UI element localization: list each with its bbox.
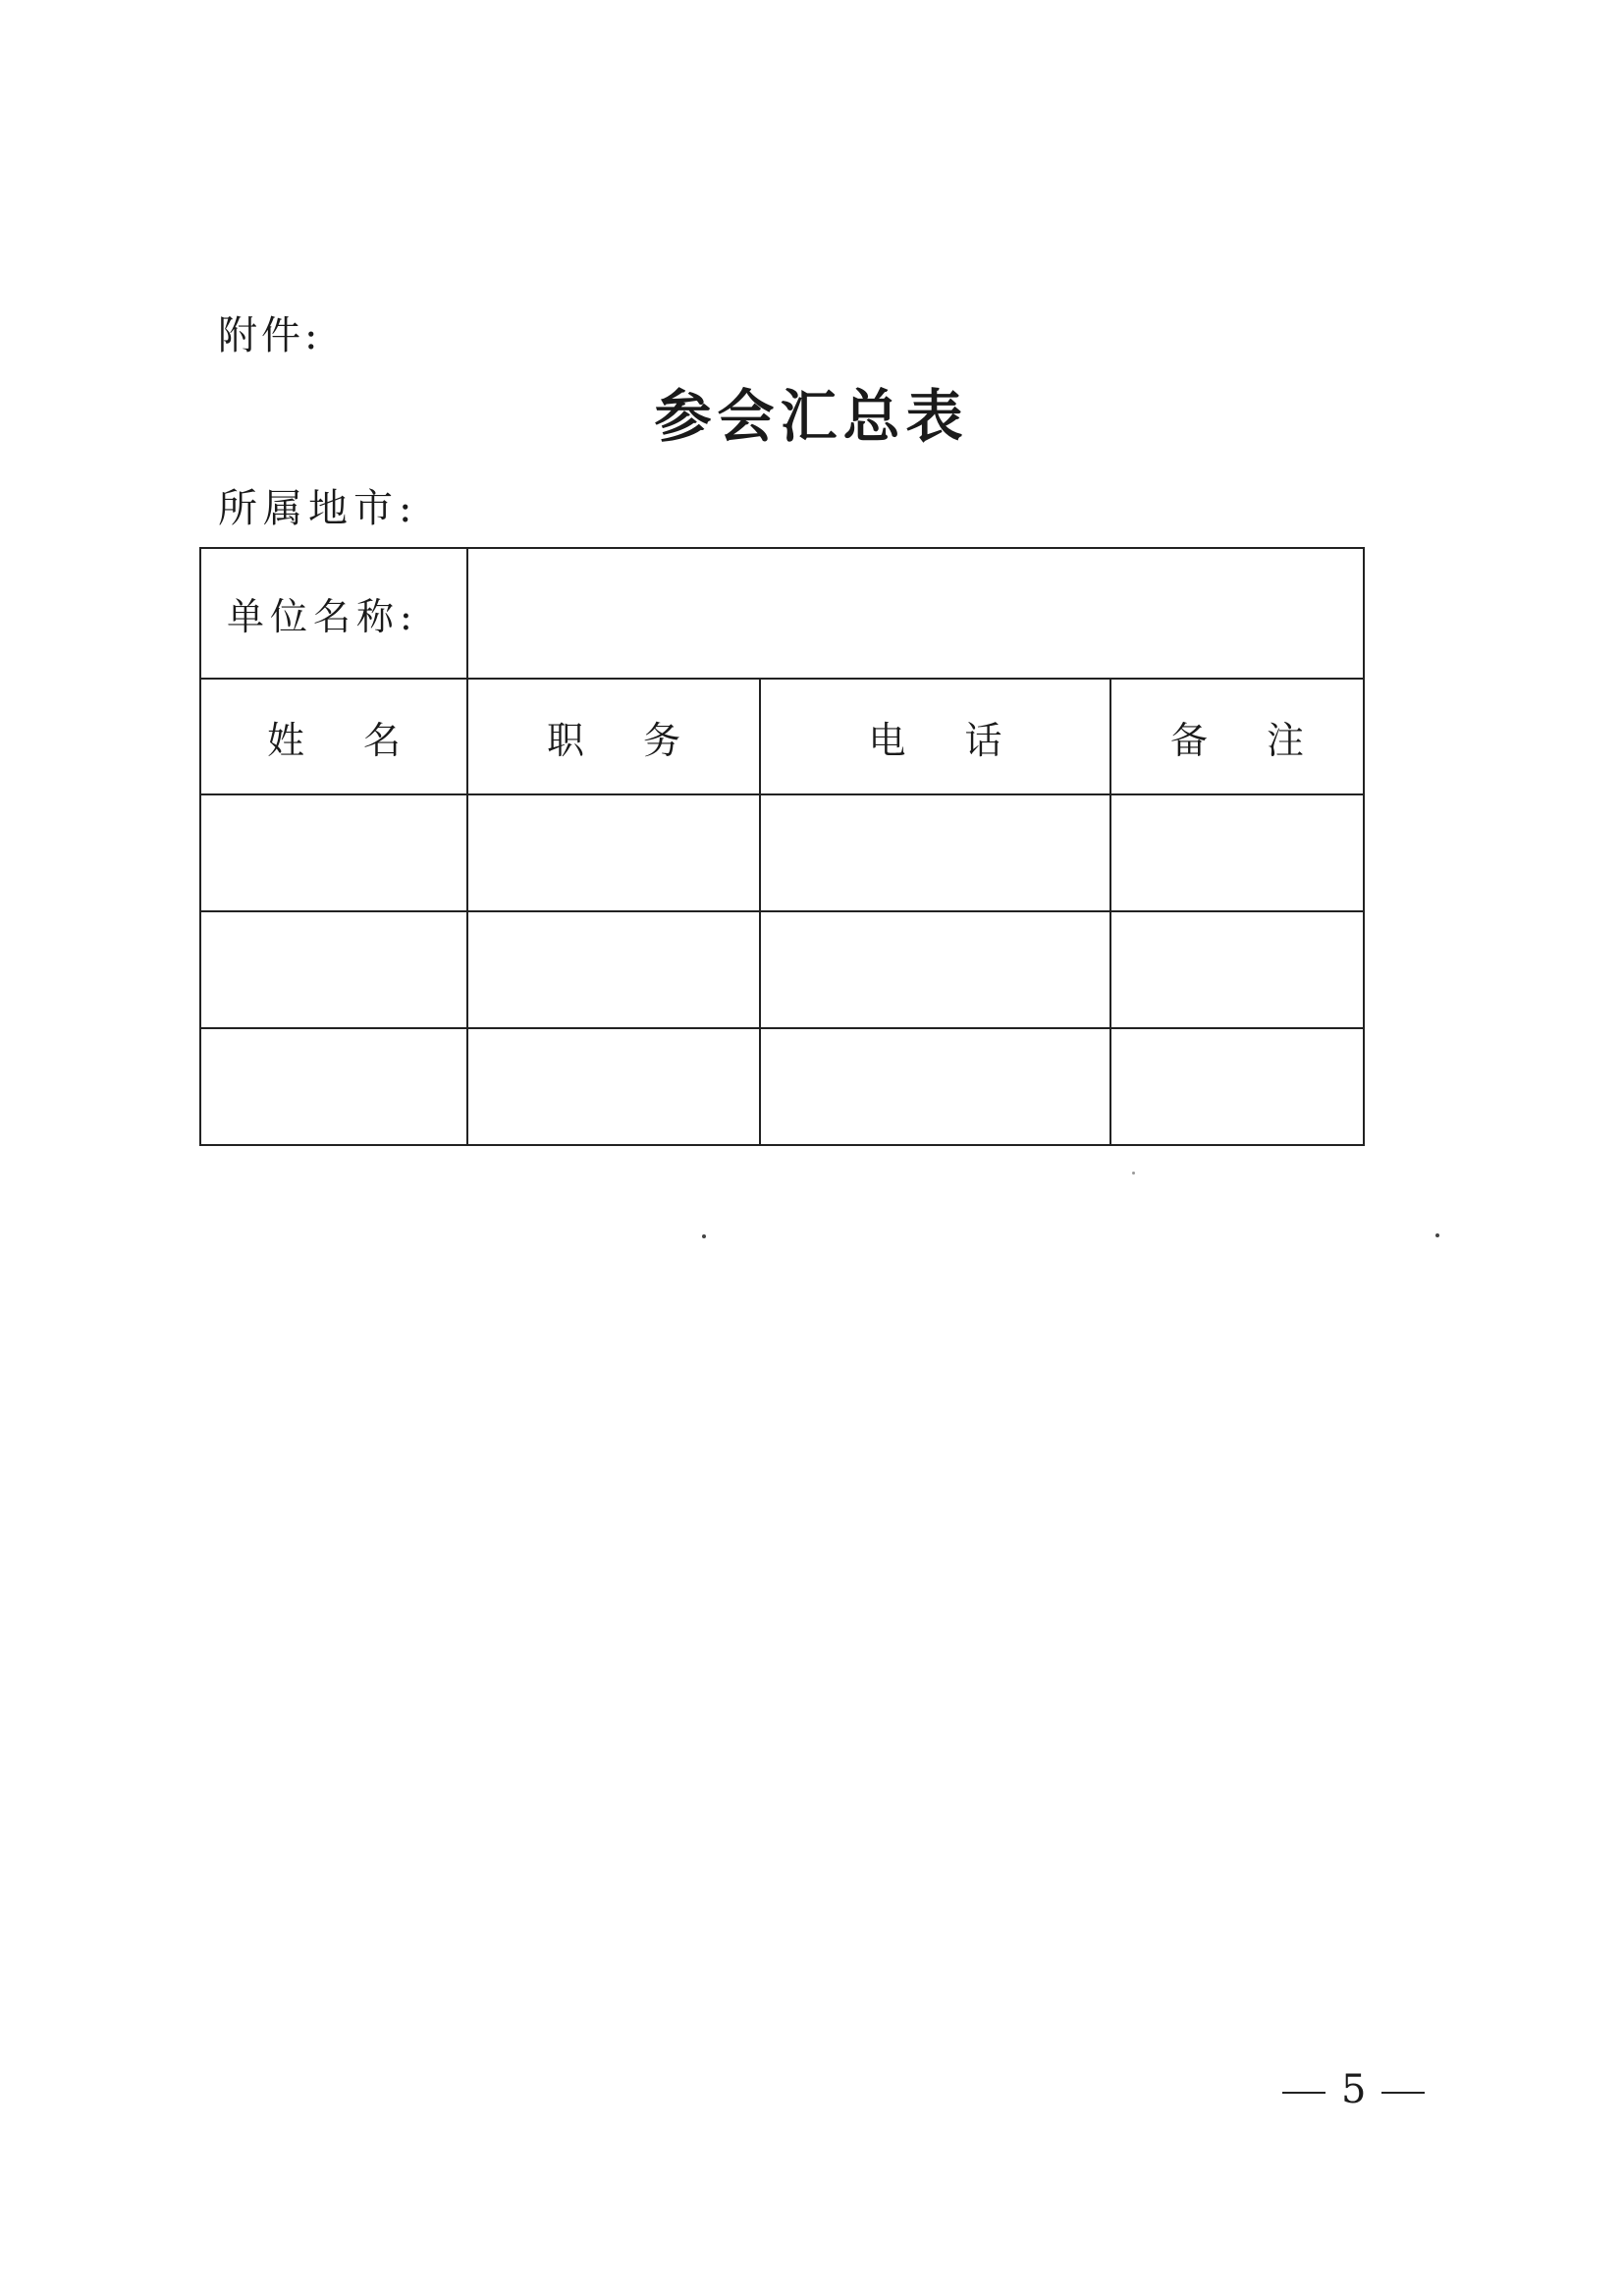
scan-speck xyxy=(1435,1233,1439,1237)
table-row xyxy=(200,794,1364,911)
page-number-dash-left xyxy=(1282,2092,1325,2094)
cell-remarks[interactable] xyxy=(1110,1028,1364,1145)
header-name-char-2: 名 xyxy=(363,718,402,762)
attachment-label: 附件: xyxy=(218,313,322,358)
cell-position[interactable] xyxy=(467,1028,760,1145)
header-name xyxy=(200,679,467,794)
header-position xyxy=(467,679,760,794)
cell-remarks[interactable] xyxy=(1110,911,1364,1028)
cell-name[interactable] xyxy=(200,794,467,911)
cell-phone[interactable] xyxy=(760,911,1110,1028)
page-number-value: 5 xyxy=(1341,2067,1367,2112)
cell-phone[interactable] xyxy=(760,794,1110,911)
cell-remarks[interactable] xyxy=(1110,794,1364,911)
cell-name[interactable] xyxy=(200,911,467,1028)
cell-name[interactable] xyxy=(200,1028,467,1145)
header-remarks-char-1: 备 xyxy=(1170,718,1209,762)
header-phone xyxy=(760,679,1110,794)
header-position-char-1: 职 xyxy=(546,718,584,762)
unit-name-field[interactable] xyxy=(467,548,1364,679)
cell-position[interactable] xyxy=(467,911,760,1028)
header-phone-char-2: 话 xyxy=(964,718,1002,762)
cell-position[interactable] xyxy=(467,794,760,911)
header-name-char-1: 姓 xyxy=(266,718,304,762)
city-label: 所属地市: xyxy=(218,486,418,531)
unit-name-row xyxy=(200,548,1364,679)
header-phone-char-1: 电 xyxy=(868,718,906,762)
header-remarks xyxy=(1110,679,1364,794)
cell-phone[interactable] xyxy=(760,1028,1110,1145)
header-remarks-char-2: 注 xyxy=(1267,718,1305,762)
page-title: 参会汇总表 xyxy=(654,383,969,450)
table-row xyxy=(200,911,1364,1028)
table-row xyxy=(200,1028,1364,1145)
table-header-row xyxy=(200,679,1364,794)
page-number xyxy=(1267,2060,1440,2119)
scan-speck xyxy=(1132,1172,1135,1175)
scan-speck xyxy=(702,1234,706,1238)
attendance-summary-table xyxy=(199,547,1365,1146)
header-position-char-2: 务 xyxy=(643,718,681,762)
page-number-dash-right xyxy=(1381,2092,1425,2094)
unit-name-label: 单位名称: xyxy=(200,548,467,679)
